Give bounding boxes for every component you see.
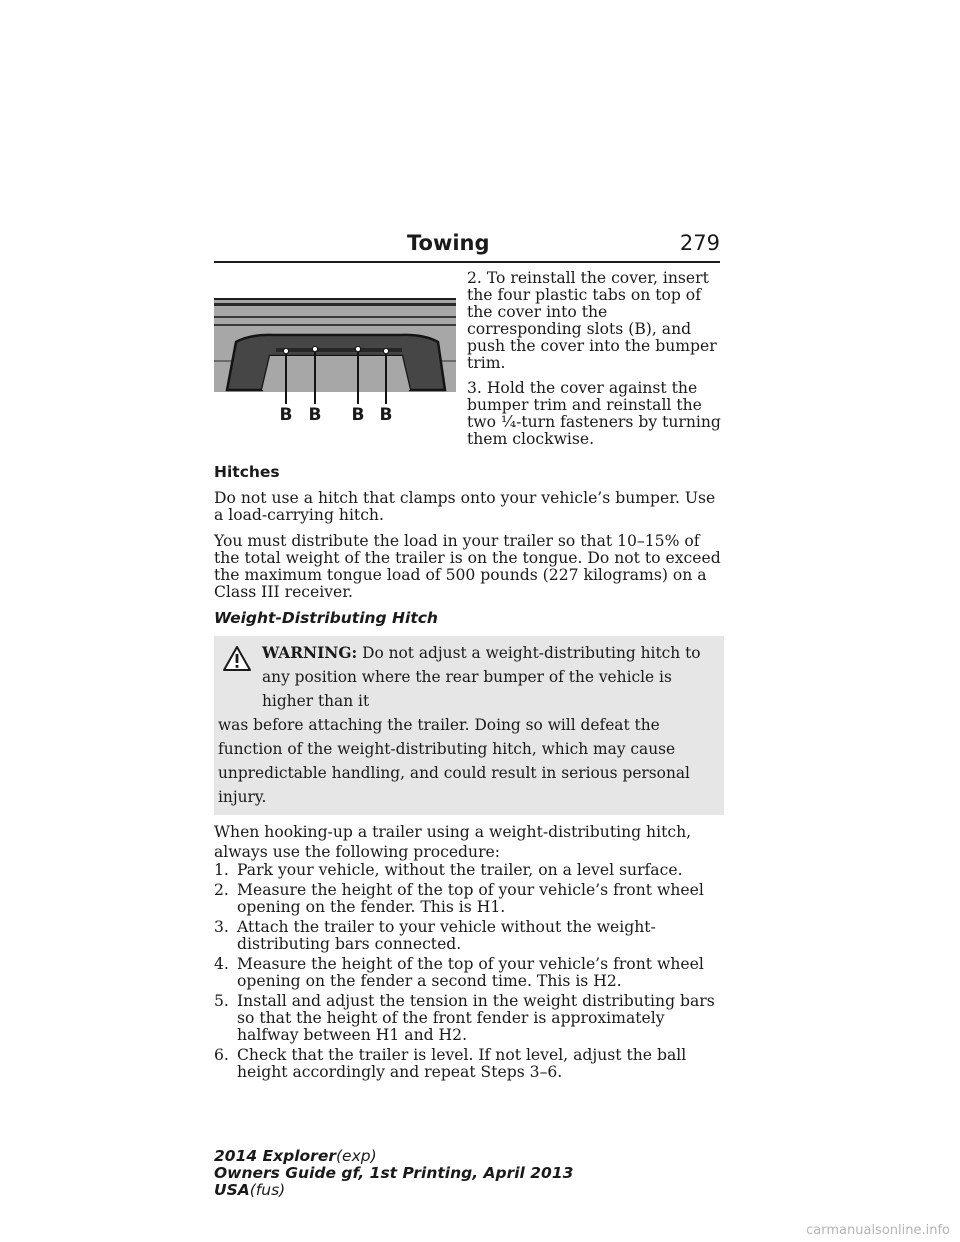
list-item: 2. Measure the height of the top of your vehicle’s front wheel opening on the fender. This is H1.: [214, 881, 704, 916]
list-item: 4. Measure the height of the top of your vehicle’s front wheel opening on the fender a second time. This is H2.: [214, 955, 704, 990]
bumper-cover-illustration: [214, 272, 456, 424]
warning-label: WARNING:: [262, 644, 358, 662]
warning-text: Do not adjust a weight-distributing hitch to any position where the rear bumper of the vehicle is higher than it: [262, 644, 701, 710]
footer-guide: Owners Guide gf, 1st Printing, April 2013: [214, 1164, 574, 1182]
hitches-paragraph: You must distribute the load in your trailer so that 10–15% of the total weight of the trailer is on the tongue. Do not to exceed the maximum tongue load of 500 pounds (227 kilograms) on a Class III receiver.: [214, 532, 721, 601]
list-item: 1. Park your vehicle, without the trailer, on a level surface.: [214, 861, 683, 879]
footer-model: 2014 Explorer: [214, 1147, 336, 1165]
section-title: Towing: [407, 231, 490, 255]
hitches-paragraph: Do not use a hitch that clamps onto your vehicle’s bumper. Use a load-carrying hitch.: [214, 489, 716, 524]
cover-step-2: 2. To reinstall the cover, insert the four plastic tabs on top of the cover into the corresponding slots (B), and push the cover into the bumper trim.: [467, 269, 717, 372]
page-number: 279: [679, 231, 720, 255]
warning-box: [214, 636, 724, 815]
footer-model-code: (exp): [335, 1147, 377, 1165]
cover-reinstall-steps: [467, 270, 723, 456]
cover-step-3: 3. Hold the cover against the bumper trim and reinstall the two ¹⁄₄-turn fasteners by turning them clockwise.: [467, 379, 721, 448]
warning-first-line: [218, 641, 718, 713]
callout-label-b1: B: [279, 405, 293, 424]
list-item: 5. Install and adjust the tension in the weight distributing bars so that the height of the front fender is approximately halfway between H1 and H2.: [214, 992, 715, 1044]
list-item: 6. Check that the trailer is level. If not level, adjust the ball height accordingly and repeat Steps 3–6.: [214, 1046, 687, 1081]
page-footer: [214, 1148, 573, 1199]
wdh-heading: Weight-Distributing Hitch: [214, 609, 438, 627]
watermark: carmanualsonline.info: [806, 1223, 950, 1238]
procedure-intro: When hooking-up a trailer using a weight-distributing hitch, always use the following procedure:: [214, 823, 692, 861]
callout-label-b3: B: [351, 405, 365, 424]
procedure-steps: [214, 862, 724, 1081]
main-content: [214, 464, 724, 1084]
footer-market: USA: [214, 1181, 250, 1199]
list-item: 3. Attach the trailer to your vehicle without the weight-distributing bars connected.: [214, 918, 656, 953]
hitches-heading: Hitches: [214, 463, 280, 481]
warning-triangle-icon: [222, 645, 252, 672]
page-header: [214, 231, 720, 263]
footer-market-code: (fus): [249, 1181, 286, 1199]
callout-label-b4: B: [379, 405, 393, 424]
warning-text-rest: was before attaching the trailer. Doing so will defeat the function of the weight-distributing hitch, which may cause unpredictable handling, and could result in serious personal injury.: [218, 716, 690, 806]
callout-label-b2: B: [308, 405, 322, 424]
